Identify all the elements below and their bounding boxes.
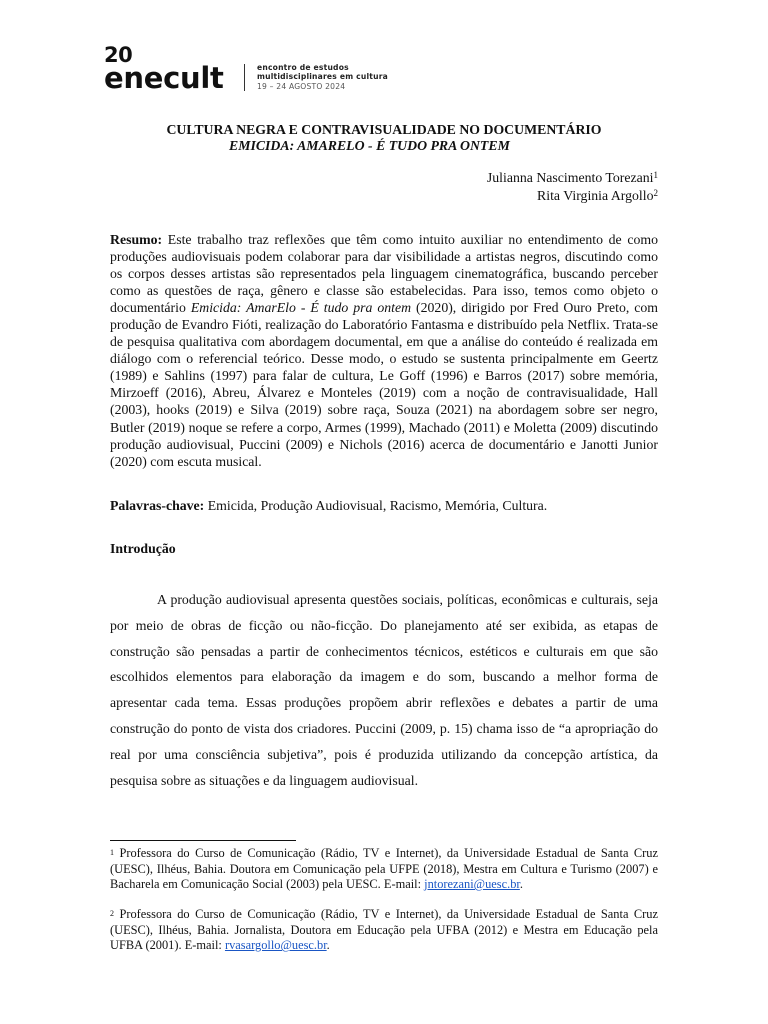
keywords xyxy=(110,497,658,514)
abstract-text-2: (2020), dirigido por Fred Ouro Preto, com produção de Evandro Fióti, realização do Laboratório Fantasma e distribuído pela Netflix. Trata-se de pesquisa qualitativa com abordagem documental, em que a análise do conteúdo é realizada em diálogo com o referencial teórico. Desse modo, o estudo se sustenta principalmente em Geertz (1989) e Sahlins (1997) para falar de cultura, Le Goff (1996) e Barros (2017) sobre memória, Mirzoeff (2016), Abreu, Álvarez e Monteles (2019) com a noção de contravisualidade, Hall (2003), hooks (2019) e Silva (2019) sobre raça, Souza (2021) na abordagem sobre ser negro, Butler (2019) noque se refere a corpo, Armes (1999), Machado (2011) e Moletta (2009) discutindo produção audiovisual, Puccini (2009) e Nichols (2016) acerca de documentário e Janotti Junior (2020) com escuta musical. xyxy=(110,300,658,469)
section-heading-introduction: Introdução xyxy=(110,541,176,556)
footnote-1 xyxy=(110,846,658,893)
abstract-label: Resumo: xyxy=(110,232,163,247)
footnote-marker: 1 xyxy=(653,170,658,180)
footnote-rule xyxy=(110,840,296,841)
footnote-end: . xyxy=(519,877,523,892)
paper-title-line2: EMICIDA: AMARELO - É TUDO PRA ONTEM xyxy=(229,138,510,153)
keywords-text: Emicida, Produção Audiovisual, Racismo, Memória, Cultura. xyxy=(204,498,548,513)
keywords-label: Palavras-chave: xyxy=(110,498,205,513)
logo-tagline-line1: encontro de estudos xyxy=(257,63,349,72)
author-2 xyxy=(537,187,658,204)
abstract xyxy=(110,231,658,470)
footnote-text: Professora do Curso de Comunicação (Rádio, TV e Internet), da Universidade Estadual de Santa Cruz (UESC), Ilhéus, Bahia. Jornalista, Doutora em Educação pela UFBA (2012) e Mestra em Educação pela UFBA (2001). E-mail: xyxy=(110,907,658,953)
author-name: Julianna Nascimento Torezani xyxy=(486,170,654,185)
abstract-work-title: Emicida: AmarElo - É tudo pra ontem xyxy=(190,300,412,316)
paper-title-line1: CULTURA NEGRA E CONTRAVISUALIDADE NO DOCUMENTÁRIO xyxy=(166,122,602,137)
footnote-marker: 1 xyxy=(110,848,114,857)
footnote-2 xyxy=(110,907,658,954)
email-link[interactable]: jntorezani@uesc.br xyxy=(424,877,520,892)
introduction-paragraph: A produção audiovisual apresenta questões sociais, políticas, econômicas e culturais, seja por meio de obras de ficção ou não-ficção. Do planejamento até ser exibida, as etapas de construção são pensadas a partir de conhecimentos técnicos, estéticos e culturais em que são escolhidos elementos para elaboração da imagem e do som, buscando a melhor forma de apresentar cada tema. Essas produções propõem abrir reflexões e debates a partir de uma construção do ponto de vista dos criadores. Puccini (2009, p. 15) chama isso de “a apropriação do real por uma consciência subjetiva”, pois é produzida utilizando da concepção artística, da pesquisa sobre as situações e da linguagem audiovisual. xyxy=(110,592,658,788)
logo-divider xyxy=(244,64,245,91)
logo-edition-number: 20 xyxy=(104,43,133,67)
footnote-marker: 2 xyxy=(653,188,658,198)
footnote-text: Professora do Curso de Comunicação (Rádio, TV e Internet), da Universidade Estadual de Santa Cruz (UESC), Ilhéus, Bahia. Doutora em Comunicação pela UFPE (2018), Mestra em Cultura e Turismo (2007) e Bacharela em Comunicação Social (2003) pela UESC. E-mail: xyxy=(110,846,658,892)
author-1 xyxy=(487,169,658,186)
footnote-marker: 2 xyxy=(110,909,114,918)
logo-wordmark: enecult xyxy=(104,61,224,95)
email-link[interactable]: rvasargollo@uesc.br xyxy=(224,938,327,953)
footnote-end: . xyxy=(326,938,330,953)
logo-tagline-line2: multidisciplinares em cultura xyxy=(257,72,388,81)
logo-dates: 19 – 24 AGOSTO 2024 xyxy=(257,82,346,91)
abstract-text-1: Este trabalho traz reflexões que têm como intuito auxiliar no entendimento de como produções audiovisuais podem colaborar para dar visibilidade a artistas negros, discutindo como os corpos desses artistas são representados pela linguagem cinematográfica, buscando perceber como as questões de raça, gênero e classe são estabelecidas. Para isso, temos como objeto o documentário xyxy=(110,232,658,316)
author-name: Rita Virginia Argollo xyxy=(537,188,654,203)
